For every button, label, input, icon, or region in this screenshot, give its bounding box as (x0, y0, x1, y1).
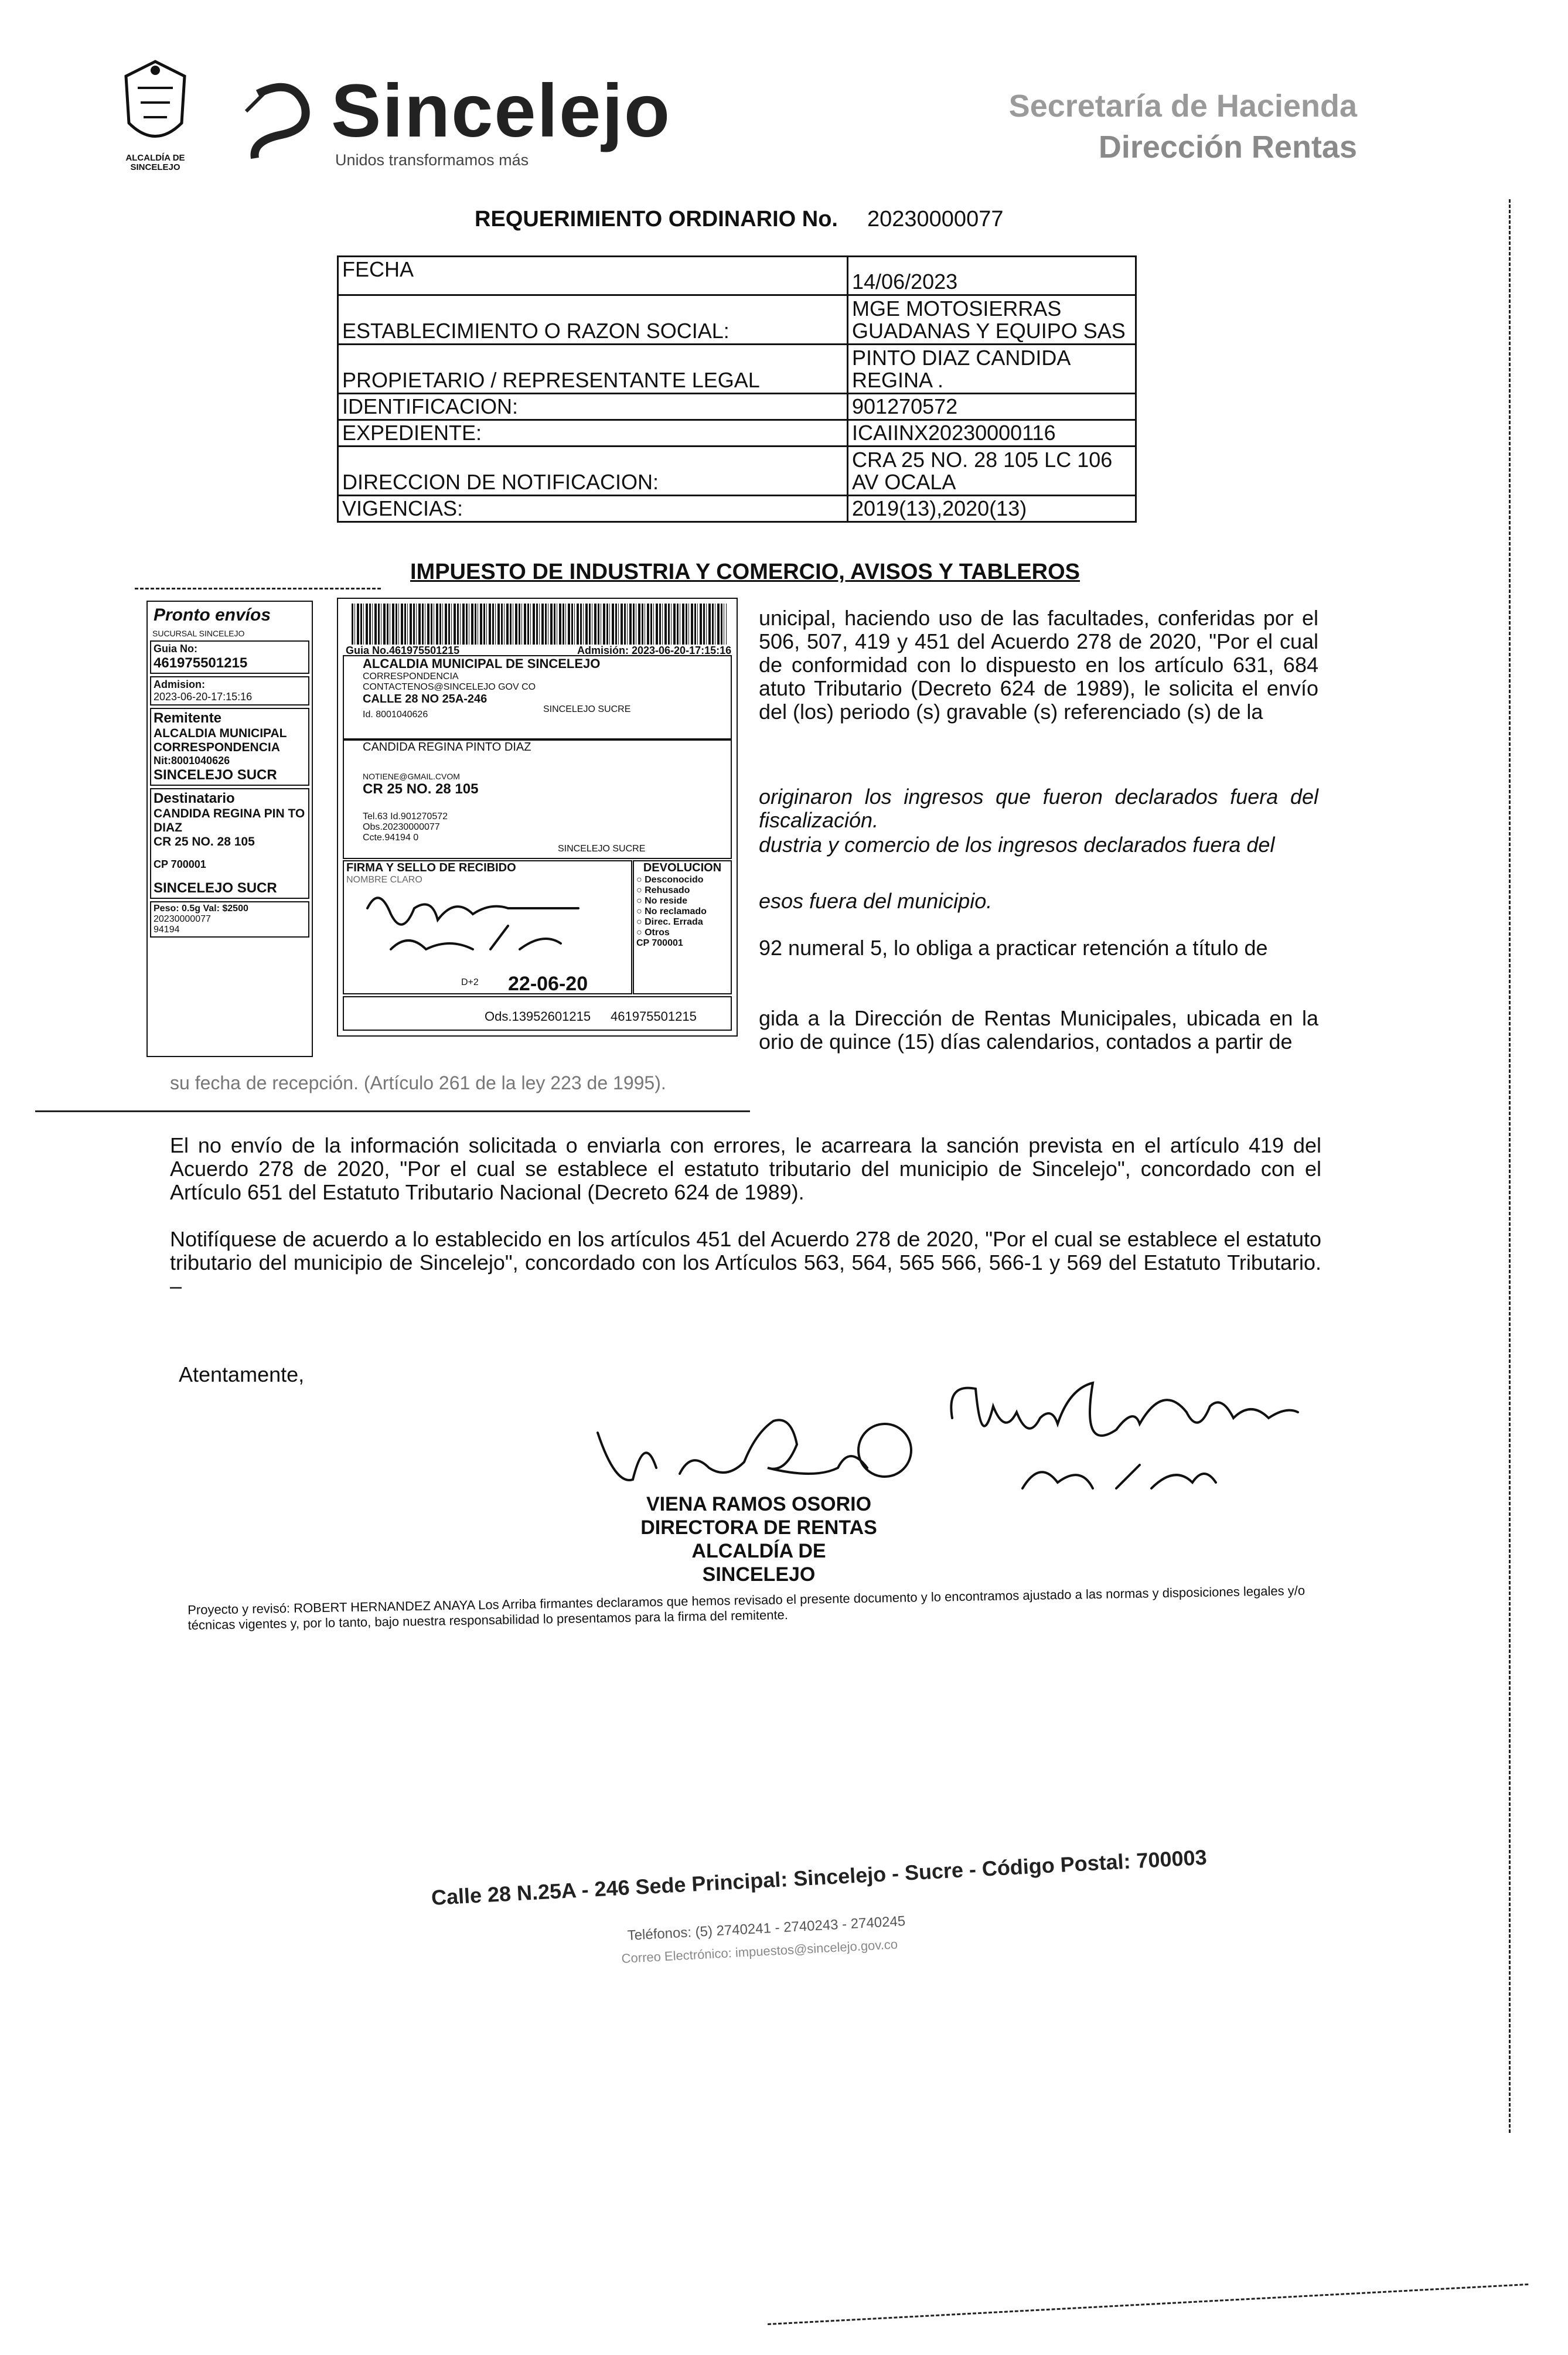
destinatario-cp: CP 700001 (154, 858, 206, 870)
table-row (338, 257, 1136, 295)
row-value: PINTO DIAZ CANDIDA REGINA . (848, 345, 1136, 394)
devolucion-label: DEVOLUCION (643, 861, 722, 874)
department-name: Secretaría de Hacienda (1008, 88, 1357, 124)
courier-brand: Pronto envíos (154, 605, 271, 625)
dest-obs: Obs.20230000077 (363, 822, 440, 832)
guia-number: 461975501215 (154, 655, 248, 671)
destinatario-label: Destinatario (154, 790, 235, 806)
dev-option: Otros (645, 928, 670, 938)
table-row (338, 295, 1136, 345)
guia-box (150, 640, 309, 674)
table-row (338, 447, 1136, 496)
destinatario-name: CANDIDA REGINA PIN TO DIAZ (154, 807, 305, 834)
d2-code: D+2 (461, 977, 479, 987)
row-label: PROPIETARIO / REPRESENTANTE LEGAL (338, 345, 848, 394)
row-value: ICAIINX20230000116 (848, 420, 1136, 447)
dest-email: NOTIENE@GMAIL.CVOM (363, 772, 460, 781)
cut-line (135, 588, 381, 589)
closing: Atentamente, (179, 1362, 305, 1386)
row-value: 2019(13),2020(13) (848, 496, 1136, 522)
dest-city: SINCELEJO SUCRE (558, 844, 646, 854)
row-value: MGE MOTOSIERRAS GUADANAS Y EQUIPO SAS (848, 295, 1136, 345)
reference-number: 20230000077 (154, 914, 211, 924)
shipping-label-stub (146, 601, 313, 1057)
remitente-name: ALCALDIA MUNICIPAL CORRESPONDENCIA (154, 727, 287, 754)
paragraph-1: unicipal, haciendo uso de las facultades, conferidas por el 506, 507, 419 y 451 del Acuerdo 278 de 2020, "Por el cual de conformidad con lo dispuesto en los artículo 631, 684 atuto Tributario (Decreto 624 de 1989), le solicita el envío del (los) periodo (s) gravable (s) referenciado (s) de la (759, 606, 1318, 724)
nombre-label: NOMBRE CLARO (346, 875, 422, 885)
dev-option: Rehusado (645, 885, 690, 895)
row-label: VIGENCIAS: (338, 496, 848, 522)
paragraph-7: El no envío de la información solicitada o enviarla con errores, le acarreara la sanción prevista en el artículo 419 del Acuerdo 278 de 2020, "Por el cual se establece el estatuto tributario del municipio de Sincelejo", concordado con el Artículo 651 del Estatuto Tributario Nacional (Decreto 624 de 1989). (170, 1133, 1321, 1204)
row-label: FECHA (338, 257, 848, 295)
signatory-name: VIENA RAMOS OSORIO (646, 1493, 872, 1515)
admision-date: 2023-06-20-17:15:16 (154, 691, 253, 703)
destinatario-box (150, 788, 309, 899)
peso-value: Peso: 0.5g Val: $2500 (154, 904, 248, 914)
dest-cte: Ccte.94194 0 (363, 833, 419, 843)
receipt-signature (356, 885, 613, 984)
paragraph-6: gida a la Dirección de Rentas Municipales, ubicada en la orio de quince (15) días calendarios, contados a partir de (759, 1006, 1318, 1054)
destinatario-section (343, 739, 732, 859)
destinatario-address: CR 25 NO. 28 105 (154, 835, 255, 848)
rem-name: ALCALDIA MUNICIPAL DE SINCELEJO (363, 656, 601, 671)
ods-guia: 461975501215 (611, 1009, 697, 1024)
guia-label: Guia No: (154, 643, 197, 655)
dev-option: Direc. Errada (645, 917, 703, 927)
signatory-role: DIRECTORA DE RENTAS (640, 1516, 877, 1539)
brand-name: Sincelejo (331, 69, 671, 153)
recipient-signature (940, 1371, 1304, 1512)
dest-address: CR 25 NO. 28 105 (363, 781, 479, 797)
page-edge (1509, 199, 1511, 2133)
rem-id: Id. 8001040626 (363, 710, 428, 720)
table-row (338, 394, 1136, 420)
admision-box (150, 676, 309, 706)
paragraph-6-tail: su fecha de recepción. (Artículo 261 de la ley 223 de 1995). (170, 1072, 666, 1093)
document-number: 20230000077 (867, 207, 1004, 231)
row-value: CRA 25 NO. 28 105 LC 106 AV OCALA (848, 447, 1136, 496)
table-row (338, 420, 1136, 447)
paragraph-4: esos fuera del municipio. (759, 889, 993, 913)
label-admision: Admisión: 2023-06-20-17:15:16 (577, 645, 732, 656)
courier-branch: SUCURSAL SINCELEJO (152, 629, 245, 638)
rem-email: CONTACTENOS@SINCELEJO GOV CO (363, 682, 536, 692)
row-label: DIRECCION DE NOTIFICACION: (338, 447, 848, 496)
ods-number: Ods.13952601215 (485, 1009, 591, 1024)
reference-code: 94194 (154, 925, 180, 935)
signatory-entity: ALCALDÍA DE SINCELEJO (691, 1540, 826, 1586)
page-edge (768, 2284, 1528, 2325)
dest-tel: Tel.63 Id.901270572 (363, 812, 448, 822)
dev-cp: CP 700001 (636, 938, 683, 948)
director-signature (592, 1398, 914, 1497)
review-note: Proyecto y revisó: ROBERT HERNANDEZ ANAYA Los Arriba firmantes declaramos que hemos revisado el presente documento y lo encontramos ajustado a las normas y disposiciones legales y/o técnicas vigentes y, por lo tanto, bajo nuestra responsabilidad lo presentamos para la firma del remitente. (188, 1583, 1305, 1633)
taxpayer-info-table (337, 255, 1137, 523)
municipal-crest (111, 53, 199, 164)
dev-option: No reclamado (645, 906, 707, 916)
devolucion-section: DEVOLUCION ○ Desconocido ○ Rehusado ○ No reside ○ No reclamado ○ Direc. Errada ○ Otros CP 700001 (633, 860, 732, 994)
sincelejo-logo-icon (234, 76, 322, 164)
row-value: 901270572 (848, 394, 1136, 420)
rem-city: SINCELEJO SUCRE (543, 704, 631, 714)
paragraph-5: 92 numeral 5, lo obliga a practicar retención a título de (759, 936, 1268, 960)
paragraph-3: dustria y comercio de los ingresos declarados fuera del (759, 833, 1275, 857)
stamp-date: 22-06-20 (508, 973, 588, 995)
remitente-box (150, 708, 309, 786)
rem-address: CALLE 28 NO 25A-246 (363, 693, 488, 706)
dev-option: No reside (645, 896, 688, 906)
cut-line (35, 1110, 750, 1112)
table-row (338, 496, 1136, 522)
section-heading: IMPUESTO DE INDUSTRIA Y COMERCIO, AVISOS Y TABLEROS (410, 560, 1080, 584)
table-row (338, 345, 1136, 394)
paragraph-8: Notifíquese de acuerdo a lo establecido en los artículos 451 del Acuerdo 278 de 2020, "Por el cual se establece el estatuto tributario del municipio de Sincelejo", concordado con los Artículos 563, 564, 565 566, 566-1 y 569 del Estatuto Tributario. – (170, 1227, 1321, 1298)
remitente-label: Remitente (154, 710, 222, 726)
crest-caption: ALCALDÍA DE SINCELEJO (125, 153, 185, 172)
destinatario-city: SINCELEJO SUCR (154, 880, 277, 896)
row-label: IDENTIFICACION: (338, 394, 848, 420)
label-guia: Guia No.461975501215 (346, 645, 460, 656)
ods-section (343, 996, 732, 1031)
document-title: REQUERIMIENTO ORDINARIO No. (475, 207, 838, 231)
row-label: EXPEDIENTE: (338, 420, 848, 447)
division-name: Dirección Rentas (1098, 129, 1357, 165)
row-value: 14/06/2023 (848, 257, 1136, 295)
row-label: ESTABLECIMIENTO O RAZON SOCIAL: (338, 295, 848, 345)
recibido-section (343, 860, 632, 994)
paragraph-2: originaron los ingresos que fueron declarados fuera del fiscalización. (759, 785, 1318, 832)
barcode (352, 604, 727, 645)
remitente-nit: Nit:8001040626 (154, 755, 230, 766)
peso-box (150, 901, 309, 938)
rem-line2: CORRESPONDENCIA (363, 672, 459, 681)
signatory-block (636, 1492, 882, 1586)
remitente-city: SINCELEJO SUCR (154, 767, 277, 783)
footer-email: Correo Electrónico: impuestos@sincelejo.gov.co (621, 1937, 898, 1966)
remitente-section (343, 655, 732, 739)
footer-address: Calle 28 N.25A - 246 Sede Principal: Sincelejo - Sucre - Código Postal: 700003 (431, 1845, 1208, 1910)
brand-tagline: Unidos transformamos más (335, 151, 529, 169)
footer-phones: Teléfonos: (5) 2740241 - 2740243 - 2740245 (627, 1913, 906, 1944)
admision-label: Admision: (154, 679, 205, 690)
dest-name: CANDIDA REGINA PINTO DIAZ (363, 741, 531, 754)
dev-option: Desconocido (645, 875, 704, 885)
firma-label: FIRMA Y SELLO DE RECIBIDO (346, 861, 516, 874)
